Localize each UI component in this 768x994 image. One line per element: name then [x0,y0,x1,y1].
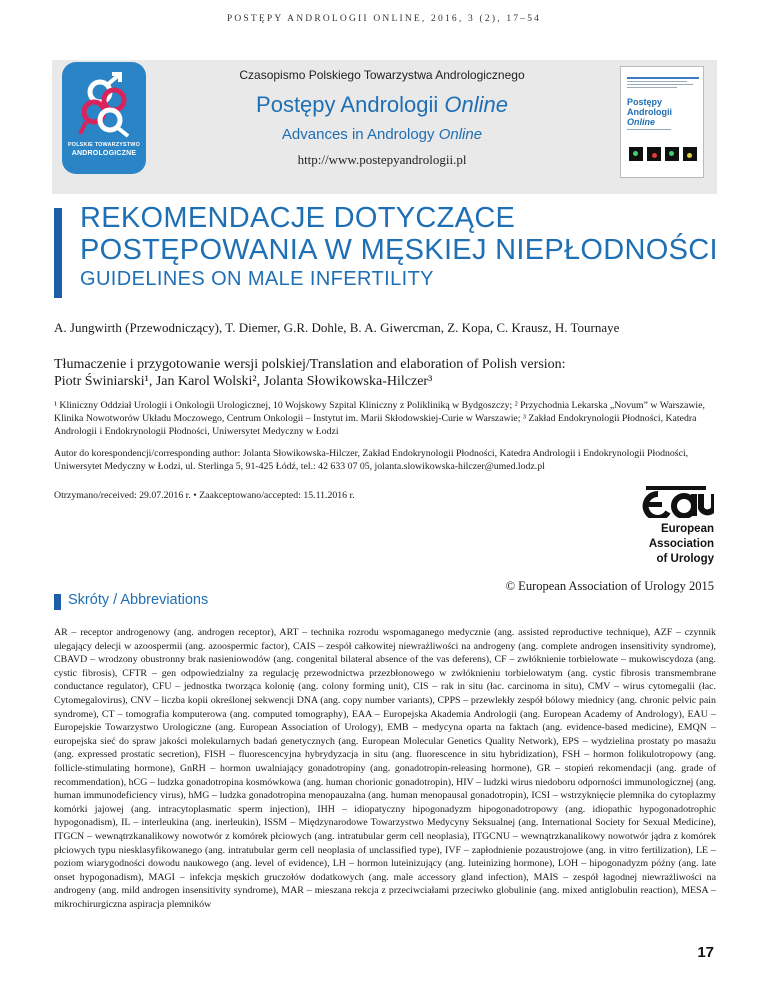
article-title-line2: POSTĘPOWANIA W MĘSKIEJ NIEPŁODNOŚCI [80,234,718,266]
section-heading-abbreviations: Skróty / Abbreviations [68,592,209,608]
article-title-english: GUIDELINES ON MALE INFERTILITY [80,268,434,290]
translation-label: Tłumaczenie i przygotowanie wersji polskiej/Translation and elaboration of Polish version: [54,357,566,372]
eau-name [600,522,714,567]
journal-url[interactable]: http://www.postepyandrologii.pl [297,152,467,167]
section-accent-bar [54,594,61,610]
cover-dot [687,153,692,158]
journal-title-main: Postępy Andrologii [256,92,445,117]
journal-title [172,92,592,118]
cover-dot [669,151,674,156]
eau-name-line2: Association [648,538,714,550]
translators: Piotr Świniarski¹, Jan Karol Wolski², Jolanta Słowikowska-Hilczer³ [54,374,433,389]
cover-title-3: Online [627,117,656,127]
cover-title-2: Andrologii [627,107,672,117]
article-title-line1: REKOMENDACJE DOTYCZĄCE [80,202,516,234]
gender-symbols-icon [70,70,138,140]
journal-banner [52,60,717,194]
journal-cover-thumbnail [620,66,704,178]
article-title [80,202,740,266]
cover-rule [627,87,677,88]
copyright: © European Association of Urology 2015 [505,579,714,593]
society-logo [62,62,146,174]
journal-subtitle-italic: Online [438,126,483,143]
eau-name-line1: European [660,523,714,535]
journal-subtitle-main: Advances in Andrology [281,126,439,143]
affiliations: ¹ Kliniczny Oddział Urologii i Onkologii Urologicznej, 10 Wojskowy Szpital Kliniczny z Polikliniką w Bydgoszczy; ² Przychodnia Lekarska „Novum” w Warszawie, Klinika Nowotworów Układu Moczowego, Centrum Onkologii – Instytut im. Marii Skłodowskiej-Curie w Warszawie; ³ Zakład Endokrynologii Płodności, Katedra Andrologii i Endokrynologii Płodności, Uniwersytet Medyczny w Łodzi [54,400,705,437]
cover-dot [652,153,657,158]
authors: A. Jungwirth (Przewodniczący), T. Diemer, G.R. Dohle, B. A. Giwercman, Z. Kopa, C. Krausz, H. Tournaye [54,320,620,335]
running-head: POSTĘPY ANDROLOGII ONLINE, 2016, 3 (2), 17–54 [226,14,542,24]
journal-subtitle [172,126,592,143]
logo-text-andrology: ANDROLOGICZNE [71,150,137,157]
cover-dot [633,151,638,156]
journal-title-italic: Online [444,92,508,117]
abbreviations-text: AR – receptor androgenowy (ang. androgen receptor), ART – technika rozrodu wspomaganego medycznie (ang. assisted reproductive technique), AZF – czynnik ulegający delecji w azoospermii (ang. azoospermic factor), CAIS – zespół całkowitej niewrażliwości na androgeny (ang. complete androgen insensitivity syndrome), CBAVD – wrodzony obustronny brak nasieniowodów (ang. congenital bilateral absence of the vas deferens), CF – zwłóknienie torbielowate – mukowiscydoza (ang. cystic fibrosis), CFTR – gen odpowiedzialny za regulację przewodnictwa przezbłonowego w zwłóknieniu torbielowatym (ang. cystic fibrosis transmembrane conductance regulator), CFU – jednostka tworząca kolonię (ang. colony forming unit), CIS – rak in situ (łac. carcinoma in situ), CMV – wirus cytomegalii (łac. Cytomegalovirus), CNV – liczba kopii określonej sekwencji DNA (ang. copy number variants), CPPS – przewlekły zespół bólowy miednicy (ang. chronic pelvic pain syndrome), CT – tomografia komputerowa (ang. computed tomography), EAA – Europejska Akademia Andrologii (ang. European Academy of Andrology), EAU – Europejskie Towarzystwo Urologiczne (ang. European Association of Urology), EMB – medycyna oparta na faktach (ang. evidence-based medicine), EMQN – europejska sieć do spraw jakości molekularnych badań genetycznych (ang. European Molecular Genetics Quality Network), EPS – wydzielina prostaty po masażu (ang. expressed prostatic secretion), FISH – fluorescencyjna hybrydyzacja in situ (ang. fluorescence in situ hybridization), FSH – hormon folikulotropowy (ang. follicle-stimulating hormone), GnRH – hormon uwalniający gonadotropiny (ang. gonadotropin-releasing hormone), GR – stopień rekomendacji (ang. grade of recommendation), hCG – ludzka gonadotropina kosmówkowa (ang. human chorionic gonadotropin), HIV – ludzki wirus niedoboru odporności immunologicznej (ang. human immunodeficiency virus), hMG – ludzka gonadotropina menopauzalna (ang. human menopausal gonadotropin), ICSI – wstrzyknięcie plemnika do cytoplazmy komórki jajowej (ang. intracytoplasmatic sperm injection), IHH – idiopatyczny hipogonadyzm hipogonadotropowy (ang. idiopathic hypogonadotrophic hypogonadism), IL – interleukina (ang. inerleukin), ISSM – Międzynarodowe Towarzystwo Medycyny Seksualnej (ang. International Society for Sexual Medicine), ITGCN – wewnątrzkanalikowy nowotwór z komórek płciowych (ang. intratubular germ cell neoplasia), ITGCNU – wewnątrzkanalikowy nowotwór jądra z komórek płciowych typu niesklasyfikowanego (ang. intratubular germ cell neoplasia of unclassified type), IVF – zapłodnienie pozaustrojowe (ang. in vitro fertilization), LE – poziom wiarygodności dowodu naukowego (ang. level of evidence), LH – hormon luteinizujący (ang. luteinizing hormone), LOH – hipogonadyzm późny (ang. late onset hypogonadism), MAGI – infekcja męskich gruczołów dodatkowych (ang. male accessory gland infection), MAIS – zespół łagodnej niewrażliwości na androgeny (ang. mild androgen insensitivity syndrome), MAR – mieszana rekcja z przeciwciałami przeciwko globulinie (ang. mixed antiglobulin reaction), MESA – mikrochirurgiczna aspiracja plemników [54,627,716,910]
title-accent-bar [54,208,62,298]
corresponding-author: Autor do korespondencji/corresponding author: Jolanta Słowikowska-Hilczer, Zakład Endokrynologii Płodności, Katedra Andrologii i Endokrynologii Płodności, Uniwersytet Medyczny w Łodzi, ul. Sterlinga 5, 91-425 Łódź, tel.: 42 633 07 05, jolanta.slowikowska-hilczer@umed.lodz.pl [54,448,689,472]
logo-text-society: POLSKIE TOWARZYSTWO [68,142,140,148]
article-dates: Otrzymano/received: 29.07.2016 r. • Zaakceptowano/accepted: 15.11.2016 r. [54,490,355,501]
journal-society: Czasopismo Polskiego Towarzystwa Andrologicznego [239,68,525,82]
translation-credits [54,356,724,390]
page-number: 17 [697,944,714,961]
cover-rule [627,129,671,130]
cover-rule [627,81,687,82]
eau-logo-icon [640,484,714,518]
eau-name-line3: of Urology [656,553,714,565]
cover-rule [627,77,699,79]
cover-title-1: Postępy [627,97,663,107]
cover-rule [627,84,693,85]
